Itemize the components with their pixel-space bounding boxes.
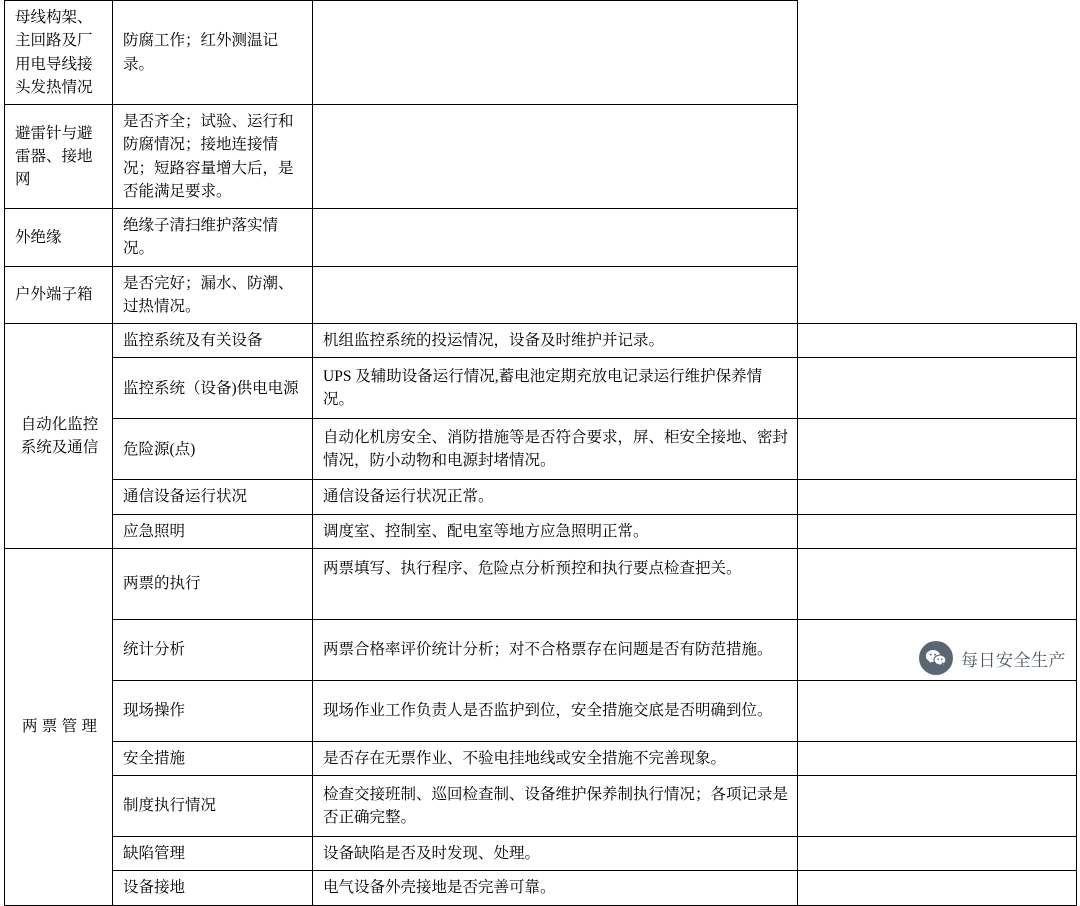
cell-desc: 防腐工作；红外测温记录。 (113, 1, 313, 105)
cell-result (798, 871, 1077, 905)
cell-item: 监控系统（设备)供电电源 (113, 358, 313, 419)
table-row (5, 871, 1077, 905)
cell-result (798, 480, 1077, 514)
cell-item: 缺陷管理 (113, 837, 313, 871)
cell-result (798, 741, 1077, 775)
table-row (5, 619, 1077, 680)
cell-result (798, 514, 1077, 548)
table-row (5, 548, 1077, 619)
cell-item: 两票的执行 (113, 548, 313, 619)
cell-item: 母线构架、主回路及厂用电导线接头发热情况 (5, 1, 113, 105)
cell-item: 应急照明 (113, 514, 313, 548)
cell-desc: 电气设备外壳接地是否完善可靠。 (313, 871, 798, 905)
cell-result (798, 419, 1077, 480)
cell-desc: 调度室、控制室、配电室等地方应急照明正常。 (313, 514, 798, 548)
cell-category-label: 两票管理 (21, 718, 102, 735)
cell-desc: 通信设备运行状况正常。 (313, 480, 798, 514)
table-row (5, 837, 1077, 871)
cell-desc: 两票填写、执行程序、危险点分析预控和执行要点检查把关。 (313, 548, 798, 619)
cell-item: 危险源(点) (113, 419, 313, 480)
cell-result (798, 680, 1077, 741)
inspection-checklist-table (4, 0, 1077, 906)
table-row (5, 741, 1077, 775)
table-row (5, 776, 1077, 837)
cell-result (313, 209, 798, 267)
cell-result (798, 358, 1077, 419)
cell-desc: UPS 及辅助设备运行情况,蓄电池定期充放电记录运行维护保养情况。 (313, 358, 798, 419)
cell-result (313, 1, 798, 105)
table-row (5, 419, 1077, 480)
table-row (5, 266, 1077, 324)
cell-result (798, 619, 1077, 680)
table-row (5, 1, 1077, 105)
cell-desc: 是否完好；漏水、防潮、过热情况。 (113, 266, 313, 324)
cell-item: 监控系统及有关设备 (113, 324, 313, 358)
cell-item: 现场操作 (113, 680, 313, 741)
table-row (5, 680, 1077, 741)
table-row (5, 358, 1077, 419)
cell-desc: 是否存在无票作业、不验电挂地线或安全措施不完善现象。 (313, 741, 798, 775)
cell-desc: 现场作业工作负责人是否监护到位，安全措施交底是否明确到位。 (313, 680, 798, 741)
cell-desc: 检查交接班制、巡回检查制、设备维护保养制执行情况；各项记录是否正确完整。 (313, 776, 798, 837)
cell-desc: 机组监控系统的投运情况，设备及时维护并记录。 (313, 324, 798, 358)
table-row (5, 105, 1077, 209)
cell-desc: 绝缘子清扫维护落实情况。 (113, 209, 313, 267)
table-row (5, 480, 1077, 514)
cell-item: 避雷针与避雷器、接地网 (5, 105, 113, 209)
table-row (5, 514, 1077, 548)
cell-item: 安全措施 (113, 741, 313, 775)
cell-result (798, 776, 1077, 837)
cell-item: 户外端子箱 (5, 266, 113, 324)
cell-result (798, 324, 1077, 358)
table-row (5, 324, 1077, 358)
cell-result (798, 837, 1077, 871)
cell-result (313, 105, 798, 209)
cell-desc: 是否齐全；试验、运行和防腐情况；接地连接情况；短路容量增大后，是否能满足要求。 (113, 105, 313, 209)
table-row (5, 209, 1077, 267)
cell-desc: 两票合格率评价统计分析；对不合格票存在问题是否有防范措施。 (313, 619, 798, 680)
cell-item: 制度执行情况 (113, 776, 313, 837)
cell-result (313, 266, 798, 324)
cell-item: 通信设备运行状况 (113, 480, 313, 514)
cell-category: 自动化监控系统及通信 (5, 324, 113, 549)
cell-desc: 设备缺陷是否及时发现、处理。 (313, 837, 798, 871)
cell-item: 设备接地 (113, 871, 313, 905)
watermark-label: 每日安全生产 (961, 650, 1066, 670)
cell-desc: 自动化机房安全、消防措施等是否符合要求，屏、柜安全接地、密封情况，防小动物和电源封堵情况。 (313, 419, 798, 480)
cell-item: 外绝缘 (5, 209, 113, 267)
cell-result (798, 548, 1077, 619)
cell-category (5, 548, 113, 905)
cell-item: 统计分析 (113, 619, 313, 680)
